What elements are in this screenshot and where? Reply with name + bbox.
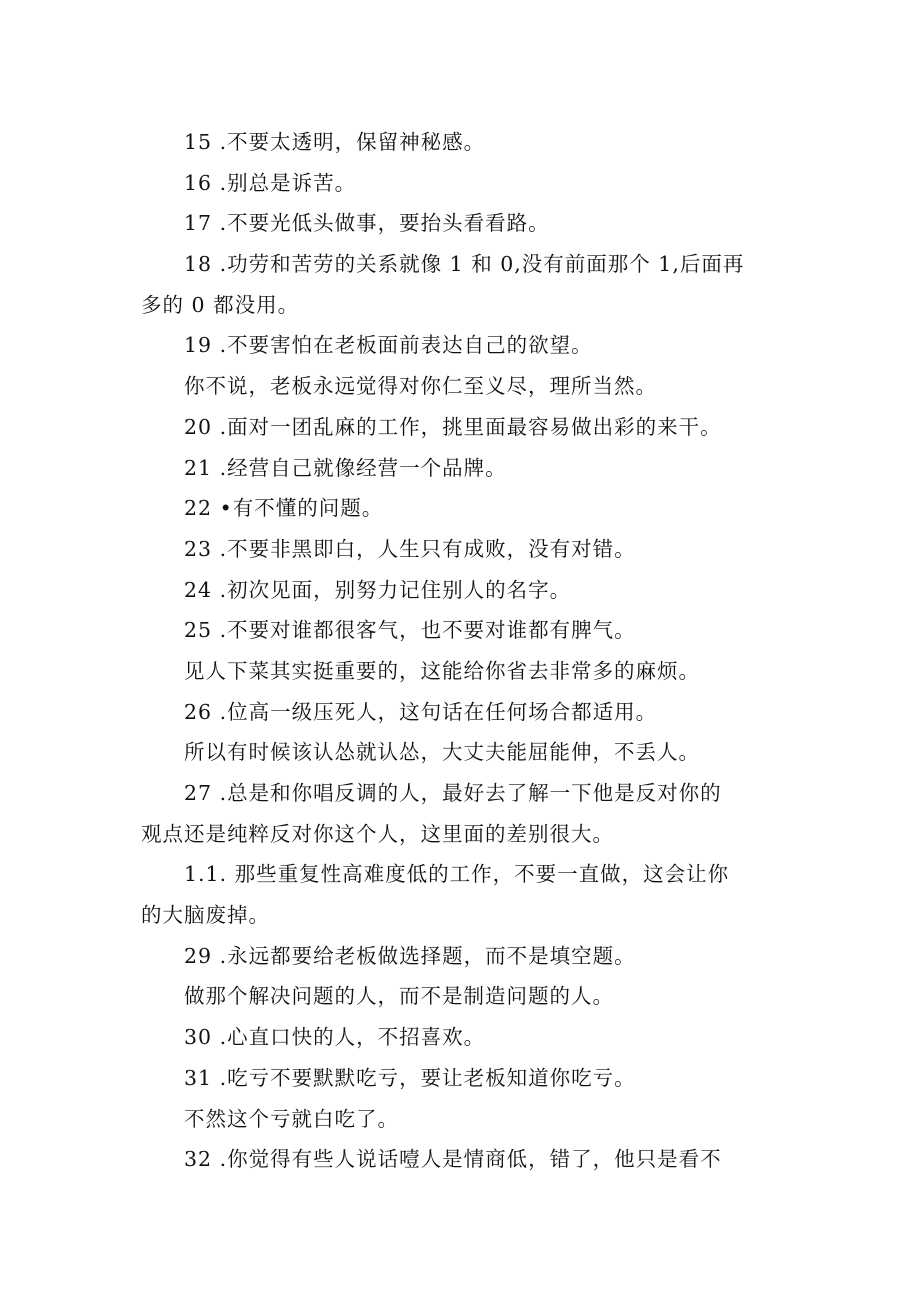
text-line: 的大脑废掉。	[141, 903, 270, 928]
text-line: 见人下菜其实挺重要的，这能给你省去非常多的麻烦。	[184, 658, 700, 683]
text-line: 19 .不要害怕在老板面前表达自己的欲望。	[184, 333, 593, 358]
text-line: 不然这个亏就白吃了。	[184, 1106, 399, 1131]
text-line: 27 .总是和你唱反调的人，最好去了解一下他是反对你的	[184, 781, 722, 805]
text-line: 31 .吃亏不要默默吃亏，要让老板知道你吃亏。	[184, 1065, 636, 1090]
text-line: 观点还是纯粹反对你这个人，这里面的差别很大。	[141, 821, 614, 846]
text-line: 21 .经营自己就像经营一个品牌。	[184, 455, 507, 480]
document-body	[141, 122, 781, 1180]
text-line: 15 .不要太透明，保留神秘感。	[184, 130, 486, 154]
text-line: 你不说，老板永远觉得对你仁至义尽，理所当然。	[184, 374, 657, 399]
text-line: 多的 0 都没用。	[141, 292, 300, 317]
text-line: 17 .不要光低头做事，要抬头看看路。	[184, 211, 550, 236]
text-line: 26 .位高一级压死人，这句话在任何场合都适用。	[184, 699, 658, 724]
text-line: 16 .别总是诉苦。	[184, 170, 357, 195]
text-line: 29 .永远都要给老板做选择题，而不是填空题。	[184, 943, 636, 968]
text-line: 做那个解决问题的人，而不是制造问题的人。	[184, 984, 614, 1009]
text-line: 25 .不要对谁都很客气，也不要对谁都有脾气。	[184, 618, 636, 643]
text-line: 所以有时候该认怂就认怂，大丈夫能屈能伸，不丢人。	[184, 740, 700, 765]
text-line: 23 .不要非黑即白，人生只有成败，没有对错。	[184, 536, 636, 561]
text-line: 24 .初次见面，别努力记住别人的名字。	[184, 577, 572, 602]
text-line: 22 •有不懂的问题。	[184, 496, 384, 521]
text-line: 18 .功劳和苦劳的关系就像 1 和 0,没有前面那个 1,后面再	[184, 252, 745, 277]
text-line: 32 .你觉得有些人说话噎人是情商低，错了，他只是看不	[184, 1147, 722, 1172]
text-line: 20 .面对一团乱麻的工作，挑里面最容易做出彩的来干。	[184, 414, 722, 439]
text-line: 1.1. 那些重复性高难度低的工作，不要一直做，这会让你	[184, 862, 730, 887]
text-line: 30 .心直口快的人，不招喜欢。	[184, 1025, 486, 1050]
